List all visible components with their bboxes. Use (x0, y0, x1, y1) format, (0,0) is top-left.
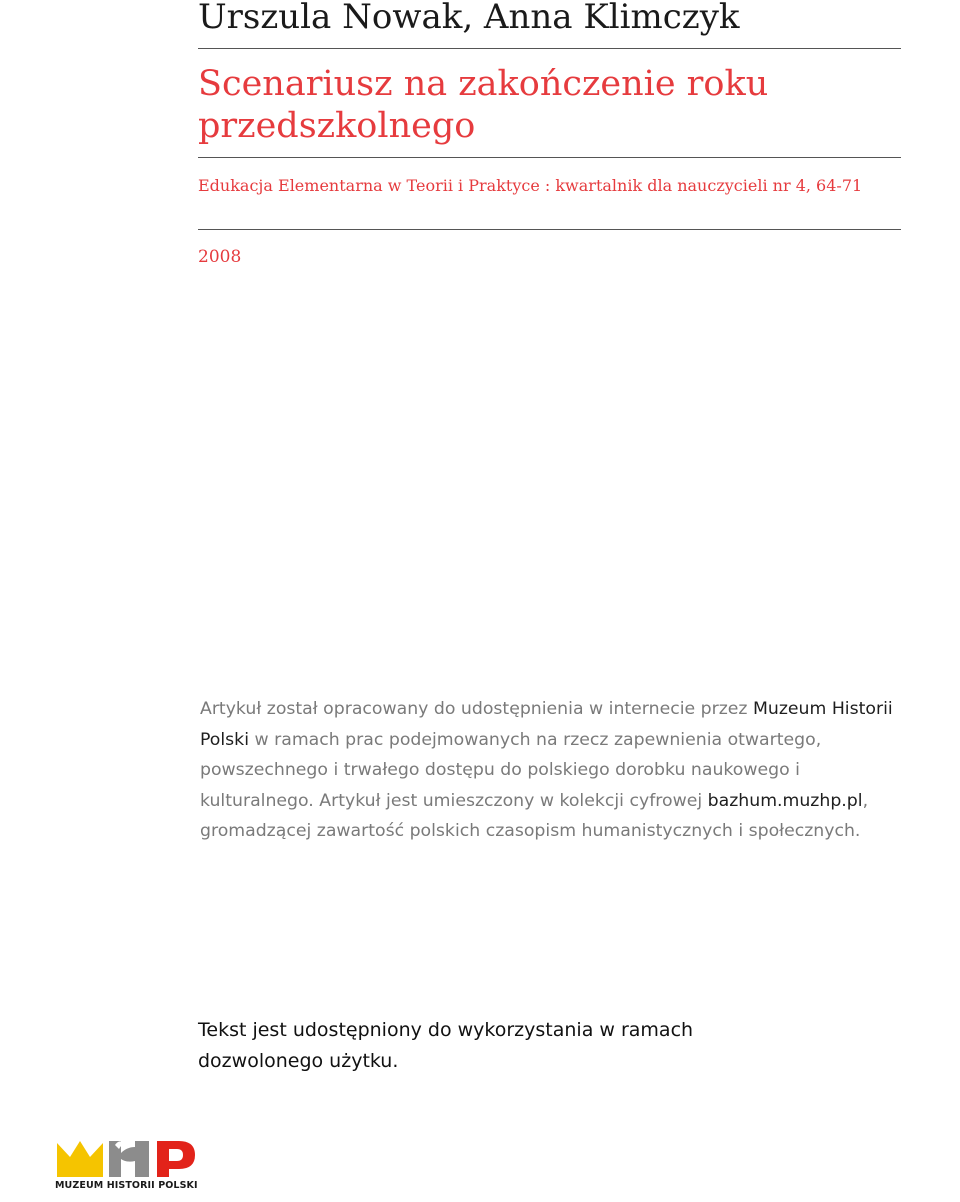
availability-notice (200, 694, 900, 847)
authors: Urszula Nowak, Anna Klimczyk (198, 0, 740, 37)
notice-text-2: w ramach prac podejmowanych na rzecz zapewnienia otwartego, powszechnego i trwałego dostępu do polskiego dorobku naukowego i kulturalnego. Artykuł jest umieszczony w kolekcji cyfrowej (200, 729, 822, 811)
notice-text-3: , gromadzącej zawartość polskich czasopism humanistycznych i społecznych. (200, 790, 869, 841)
notice-text-1: Artykuł został opracowany do udostępnienia w internecie przez (200, 699, 753, 719)
divider-bottom (198, 229, 901, 230)
institution-name: Muzeum Historii Polski (200, 699, 893, 750)
publication-year: 2008 (198, 247, 242, 267)
divider-top (198, 48, 901, 49)
publication-source: Edukacja Elementarna w Teorii i Praktyce : kwartalnik dla nauczycieli nr 4, 64-71 (198, 176, 863, 195)
museum-logo-text: MUZEUM HISTORII POLSKI (55, 1180, 198, 1191)
collection-link[interactable]: bazhum.muzhp.pl (707, 790, 863, 811)
article-title: Scenariusz na zakończenie roku przedszkolnego (198, 64, 769, 146)
usage-statement: Tekst jest udostępniony do wykorzystania w ramach dozwolonego użytku. (198, 1019, 694, 1072)
divider-middle (198, 157, 901, 158)
